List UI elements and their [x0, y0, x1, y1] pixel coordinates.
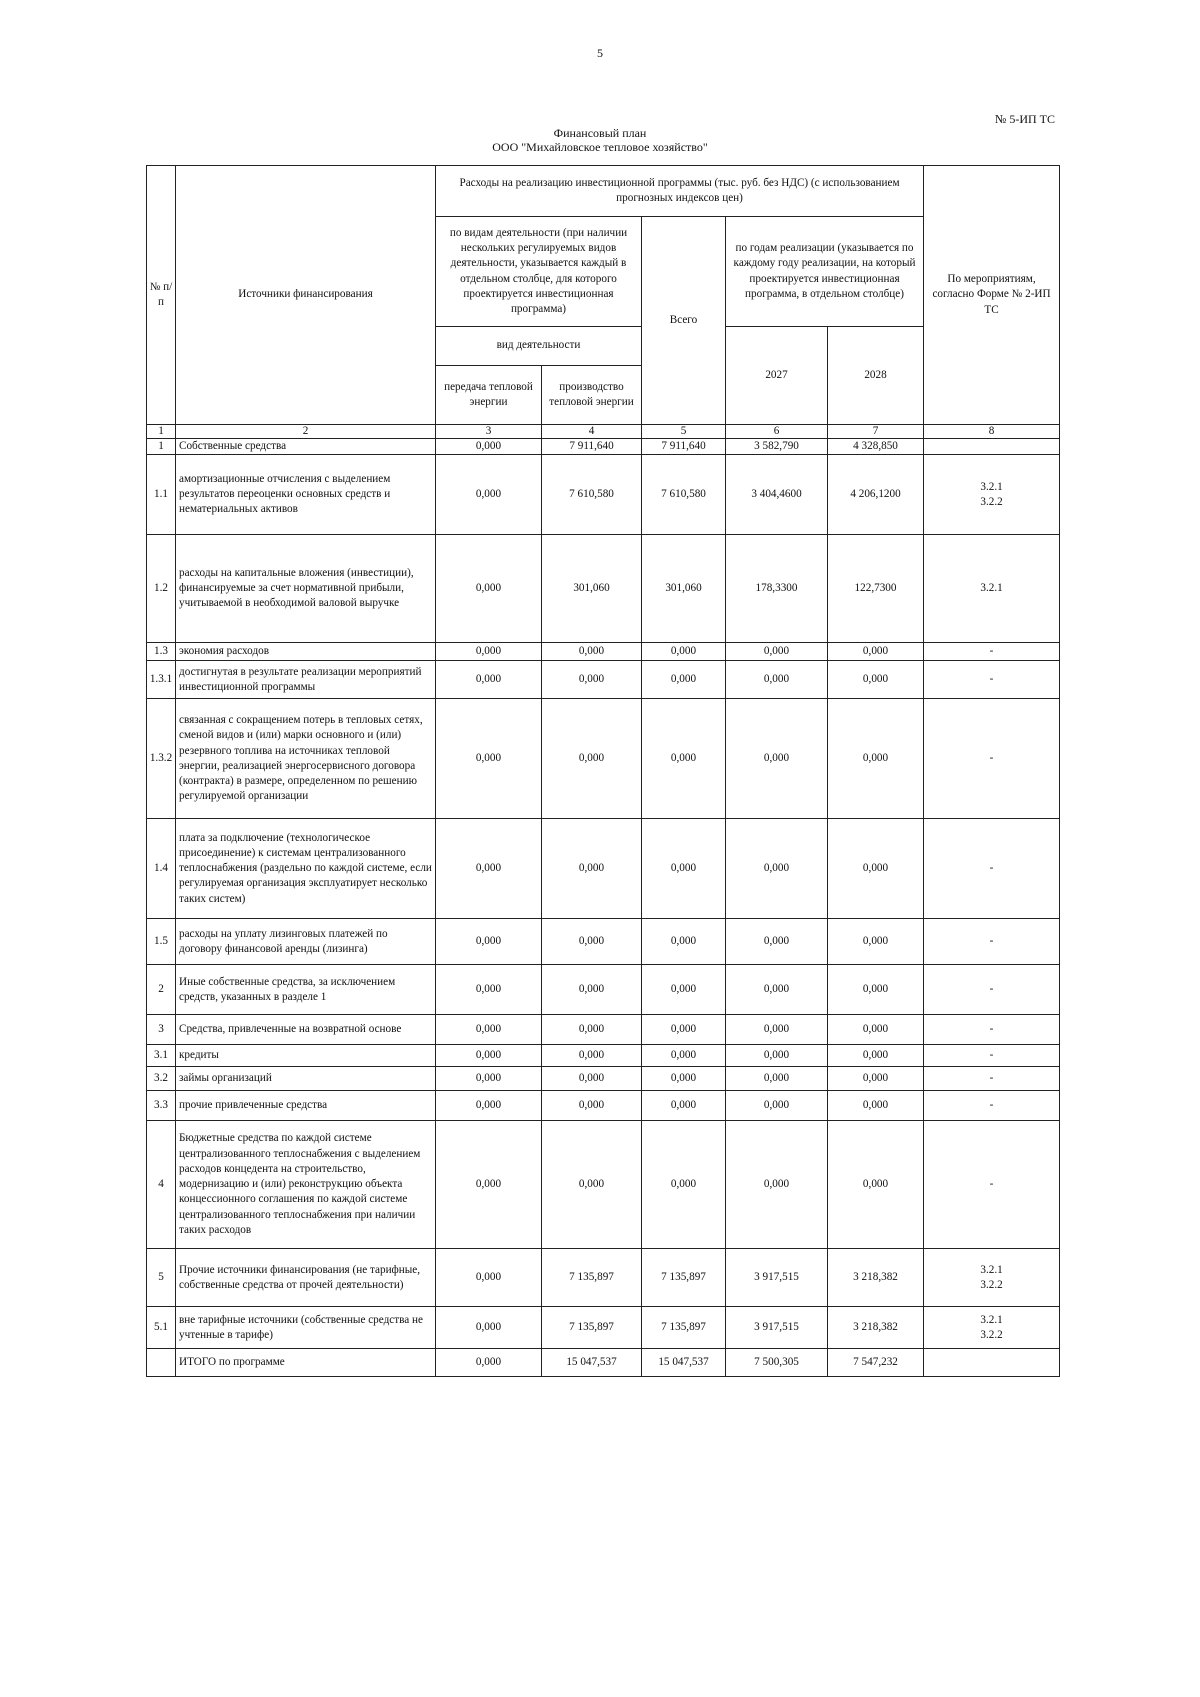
table-row — [147, 1091, 1060, 1121]
source-name: плата за подключение (технологическое присоединение) к системам централизованного теплоснабжения (раздельно по каждой системе, если регулируемая организация эксплуатирует несколько таких систем) — [176, 819, 436, 919]
header-transmission: передача тепловой энергии — [436, 366, 542, 425]
value-2027: 0,000 — [726, 1091, 828, 1121]
value-2027: 0,000 — [726, 1015, 828, 1045]
table-row — [147, 439, 1060, 455]
measure-ref: 3.2.1 3.2.2 — [924, 1307, 1060, 1349]
measure-ref: - — [924, 1015, 1060, 1045]
value-production: 0,000 — [542, 661, 642, 699]
value-production: 0,000 — [542, 699, 642, 819]
value-transmission: 0,000 — [436, 661, 542, 699]
financial-plan-table — [146, 165, 1060, 1377]
source-name: Бюджетные средства по каждой системе централизованного теплоснабжения с выделением расходов концедента на строительство, модернизацию и (или) реконструкцию объекта концессионного соглашения по каждой системе централизованного теплоснабжения при наличии таких расходов — [176, 1121, 436, 1249]
value-2027: 0,000 — [726, 919, 828, 965]
source-name: Собственные средства — [176, 439, 436, 455]
value-total: 7 135,897 — [642, 1249, 726, 1307]
value-2027: 0,000 — [726, 1045, 828, 1067]
value-transmission: 0,000 — [436, 965, 542, 1015]
value-transmission: 0,000 — [436, 1249, 542, 1307]
row-number: 3.3 — [147, 1091, 176, 1121]
measure-ref — [924, 439, 1060, 455]
measure-ref: 3.2.1 — [924, 535, 1060, 643]
value-transmission: 0,000 — [436, 919, 542, 965]
table-row — [147, 1121, 1060, 1249]
value-2027: 3 582,790 — [726, 439, 828, 455]
source-name: ИТОГО по программе — [176, 1349, 436, 1377]
value-transmission: 0,000 — [436, 1091, 542, 1121]
measure-ref: - — [924, 661, 1060, 699]
value-total: 301,060 — [642, 535, 726, 643]
row-number — [147, 1349, 176, 1377]
value-total: 0,000 — [642, 1091, 726, 1121]
value-2028: 0,000 — [828, 1091, 924, 1121]
value-total: 0,000 — [642, 643, 726, 661]
value-2028: 0,000 — [828, 661, 924, 699]
row-number: 4 — [147, 1121, 176, 1249]
value-2027: 0,000 — [726, 661, 828, 699]
row-number: 5 — [147, 1249, 176, 1307]
table-row — [147, 455, 1060, 535]
value-total: 0,000 — [642, 819, 726, 919]
value-2028: 0,000 — [828, 699, 924, 819]
title-line-1: Финансовый план — [553, 126, 647, 140]
table-row — [147, 535, 1060, 643]
title-line-2: ООО "Михайловское тепловое хозяйство" — [492, 140, 708, 154]
value-total: 0,000 — [642, 1121, 726, 1249]
col-number: 2 — [176, 425, 436, 439]
source-name: расходы на уплату лизинговых платежей по договору финансовой аренды (лизинга) — [176, 919, 436, 965]
value-production: 7 610,580 — [542, 455, 642, 535]
value-transmission: 0,000 — [436, 535, 542, 643]
col-number: 5 — [642, 425, 726, 439]
source-name: вне тарифные источники (собственные средства не учтенные в тарифе) — [176, 1307, 436, 1349]
table-row — [147, 1015, 1060, 1045]
measure-ref: - — [924, 1121, 1060, 1249]
value-2027: 3 404,4600 — [726, 455, 828, 535]
value-production: 0,000 — [542, 1015, 642, 1045]
row-number: 3.2 — [147, 1067, 176, 1091]
header-year-2028: 2028 — [828, 327, 924, 425]
row-number: 1.5 — [147, 919, 176, 965]
measure-ref: - — [924, 919, 1060, 965]
measure-ref: - — [924, 819, 1060, 919]
source-name: амортизационные отчисления с выделением результатов переоценки основных средств и нематериальных активов — [176, 455, 436, 535]
value-2028: 0,000 — [828, 643, 924, 661]
row-number: 2 — [147, 965, 176, 1015]
header-by-year: по годам реализации (указывается по каждому году реализации, на который проектируется инвестиционная программа, в отдельном столбце) — [726, 217, 924, 327]
value-total: 0,000 — [642, 699, 726, 819]
value-total: 7 610,580 — [642, 455, 726, 535]
col-number: 8 — [924, 425, 1060, 439]
value-2028: 3 218,382 — [828, 1249, 924, 1307]
value-2027: 0,000 — [726, 643, 828, 661]
table-row — [147, 1307, 1060, 1349]
value-total: 7 911,640 — [642, 439, 726, 455]
value-2028: 4 206,1200 — [828, 455, 924, 535]
row-number: 1 — [147, 439, 176, 455]
value-2028: 0,000 — [828, 965, 924, 1015]
measure-ref: - — [924, 965, 1060, 1015]
value-total: 0,000 — [642, 661, 726, 699]
measure-ref — [924, 1349, 1060, 1377]
value-transmission: 0,000 — [436, 1045, 542, 1067]
measure-ref: - — [924, 643, 1060, 661]
value-total: 15 047,537 — [642, 1349, 726, 1377]
table-row — [147, 643, 1060, 661]
source-name: расходы на капитальные вложения (инвестиции), финансируемые за счет нормативной прибыли, учитываемой в необходимой валовой выручке — [176, 535, 436, 643]
value-2027: 3 917,515 — [726, 1249, 828, 1307]
value-production: 0,000 — [542, 1121, 642, 1249]
value-2028: 0,000 — [828, 1045, 924, 1067]
value-production: 0,000 — [542, 1067, 642, 1091]
value-production: 0,000 — [542, 1045, 642, 1067]
table-row — [147, 919, 1060, 965]
measure-ref: 3.2.1 3.2.2 — [924, 1249, 1060, 1307]
value-production: 0,000 — [542, 919, 642, 965]
row-number: 1.3 — [147, 643, 176, 661]
value-total: 0,000 — [642, 1015, 726, 1045]
source-name: кредиты — [176, 1045, 436, 1067]
value-transmission: 0,000 — [436, 439, 542, 455]
value-production: 7 135,897 — [542, 1307, 642, 1349]
value-total: 0,000 — [642, 1045, 726, 1067]
form-code: № 5-ИП ТС — [994, 112, 1055, 126]
value-2028: 3 218,382 — [828, 1307, 924, 1349]
value-2027: 0,000 — [726, 1121, 828, 1249]
row-number: 1.4 — [147, 819, 176, 919]
col-number: 7 — [828, 425, 924, 439]
value-transmission: 0,000 — [436, 455, 542, 535]
value-2028: 0,000 — [828, 1121, 924, 1249]
measure-ref: - — [924, 1045, 1060, 1067]
row-number: 5.1 — [147, 1307, 176, 1349]
value-2028: 7 547,232 — [828, 1349, 924, 1377]
value-production: 0,000 — [542, 819, 642, 919]
document-title — [0, 126, 1200, 154]
value-2027: 7 500,305 — [726, 1349, 828, 1377]
source-name: достигнутая в результате реализации мероприятий инвестиционной программы — [176, 661, 436, 699]
header-source: Источники финансирования — [176, 166, 436, 425]
table-row — [147, 1349, 1060, 1377]
table-row — [147, 661, 1060, 699]
source-name: прочие привлеченные средства — [176, 1091, 436, 1121]
value-production: 301,060 — [542, 535, 642, 643]
header-total: Всего — [642, 217, 726, 425]
source-name: экономия расходов — [176, 643, 436, 661]
value-production: 7 135,897 — [542, 1249, 642, 1307]
value-2027: 0,000 — [726, 819, 828, 919]
row-number: 3.1 — [147, 1045, 176, 1067]
source-name: связанная с сокращением потерь в тепловых сетях, сменой видов и (или) марки основного и (или) резервного топлива на источниках тепловой энергии, реализацией энергосервисного договора (контракта) в размере, определенном по решению регулируемой организации — [176, 699, 436, 819]
value-transmission: 0,000 — [436, 643, 542, 661]
value-transmission: 0,000 — [436, 1067, 542, 1091]
table-row — [147, 965, 1060, 1015]
value-2027: 0,000 — [726, 1067, 828, 1091]
col-number: 6 — [726, 425, 828, 439]
row-number: 1.3.2 — [147, 699, 176, 819]
measure-ref: - — [924, 1091, 1060, 1121]
row-number: 1.3.1 — [147, 661, 176, 699]
row-number: 3 — [147, 1015, 176, 1045]
value-transmission: 0,000 — [436, 819, 542, 919]
header-expenses: Расходы на реализацию инвестиционной программы (тыс. руб. без НДС) (с использованием прогнозных индексов цен) — [436, 166, 924, 217]
header-year-2027: 2027 — [726, 327, 828, 425]
value-2028: 0,000 — [828, 1015, 924, 1045]
value-2028: 4 328,850 — [828, 439, 924, 455]
value-2027: 3 917,515 — [726, 1307, 828, 1349]
value-production: 0,000 — [542, 965, 642, 1015]
value-production: 0,000 — [542, 643, 642, 661]
source-name: займы организаций — [176, 1067, 436, 1091]
source-name: Прочие источники финансирования (не тарифные, собственные средства от прочей деятельности) — [176, 1249, 436, 1307]
row-number: 1.2 — [147, 535, 176, 643]
value-transmission: 0,000 — [436, 1349, 542, 1377]
header-activity-type: вид деятельности — [436, 327, 642, 366]
measure-ref: 3.2.1 3.2.2 — [924, 455, 1060, 535]
value-transmission: 0,000 — [436, 1121, 542, 1249]
header-by-measure: По мероприятиям, согласно Форме № 2-ИП ТС — [924, 166, 1060, 425]
page-number: 5 — [597, 46, 603, 60]
value-production: 0,000 — [542, 1091, 642, 1121]
source-name: Иные собственные средства, за исключением средств, указанных в разделе 1 — [176, 965, 436, 1015]
source-name: Средства, привлеченные на возвратной основе — [176, 1015, 436, 1045]
value-2028: 122,7300 — [828, 535, 924, 643]
value-2027: 0,000 — [726, 965, 828, 1015]
col-number: 3 — [436, 425, 542, 439]
value-2028: 0,000 — [828, 919, 924, 965]
measure-ref: - — [924, 699, 1060, 819]
measure-ref: - — [924, 1067, 1060, 1091]
table-row — [147, 1045, 1060, 1067]
table-row — [147, 699, 1060, 819]
col-number: 4 — [542, 425, 642, 439]
value-transmission: 0,000 — [436, 699, 542, 819]
value-transmission: 0,000 — [436, 1015, 542, 1045]
value-2027: 0,000 — [726, 699, 828, 819]
value-total: 7 135,897 — [642, 1307, 726, 1349]
table-row — [147, 1249, 1060, 1307]
col-number: 1 — [147, 425, 176, 439]
value-production: 15 047,537 — [542, 1349, 642, 1377]
header-num: № п/п — [147, 166, 176, 425]
value-total: 0,000 — [642, 919, 726, 965]
value-2027: 178,3300 — [726, 535, 828, 643]
value-transmission: 0,000 — [436, 1307, 542, 1349]
table-row — [147, 819, 1060, 919]
value-total: 0,000 — [642, 965, 726, 1015]
header-by-activity: по видам деятельности (при наличии нескольких регулируемых видов деятельности, указывается каждый в отдельном столбце, для которого проектируется инвестиционная программа) — [436, 217, 642, 327]
header-production: производство тепловой энергии — [542, 366, 642, 425]
value-2028: 0,000 — [828, 819, 924, 919]
value-production: 7 911,640 — [542, 439, 642, 455]
table-row — [147, 1067, 1060, 1091]
column-number-row — [147, 425, 1060, 439]
value-total: 0,000 — [642, 1067, 726, 1091]
row-number: 1.1 — [147, 455, 176, 535]
value-2028: 0,000 — [828, 1067, 924, 1091]
